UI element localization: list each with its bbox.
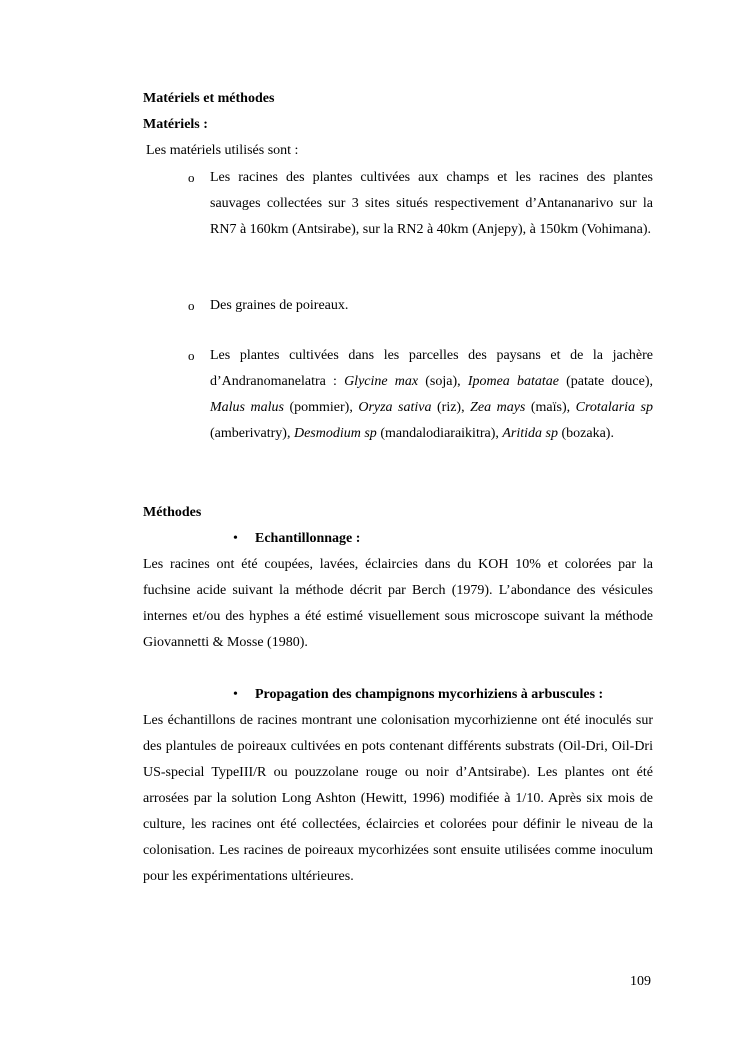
list-bullet-3: o bbox=[188, 348, 195, 363]
heading-methodes: Méthodes bbox=[143, 505, 202, 520]
material-item-3 bbox=[210, 343, 653, 447]
material-item-2 bbox=[210, 293, 653, 319]
plants-text-8: (mandalodiaraikitra), bbox=[376, 426, 503, 441]
section-bullet-2: • bbox=[233, 687, 238, 702]
species-ipomea-batatae: Ipomea batatae bbox=[467, 374, 559, 389]
list-bullet-1: o bbox=[188, 170, 195, 185]
plants-text-6: (maïs), bbox=[525, 400, 576, 415]
species-desmodium-sp: Desmodium sp bbox=[293, 426, 377, 441]
intro-materiels: Les matériels utilisés sont : bbox=[146, 143, 299, 158]
species-aritida-sp: Aritida sp bbox=[502, 426, 558, 441]
section-text-echantillonnage bbox=[143, 552, 653, 656]
species-malus-malus: Malus malus bbox=[210, 400, 284, 415]
species-crotalaria-sp: Crotalaria sp bbox=[575, 400, 653, 415]
heading-materiels: Matériels : bbox=[143, 117, 208, 132]
heading-materiels-et-methodes: Matériels et méthodes bbox=[143, 91, 275, 106]
section-bullet-1: • bbox=[233, 531, 238, 546]
section-text-propagation bbox=[143, 708, 653, 890]
material-item-text: Les racines des plantes cultivées aux champs et les racines des plantes sauvages collectées sur 3 sites situés respectivement d’Antananarivo sur la RN7 à 160km (Antsirabe), sur la RN2 à 40km (Anjepy), à 150km (Vohimana). bbox=[210, 170, 653, 237]
plants-text-3: (patate douce), bbox=[558, 374, 653, 389]
plants-text-1: Les plantes cultivées dans les parcelles des paysans et de la jachère d’Andranomanelatra : bbox=[210, 348, 653, 389]
list-bullet-2: o bbox=[188, 298, 195, 313]
plants-text-7: (amberivatry), bbox=[210, 426, 294, 441]
paragraph-text: Les échantillons de racines montrant une colonisation mycorhizienne ont été inoculés sur des plantules de poireaux cultivées en pots contenant différents substrats (Oil-Dri, Oil-Dri US-special TypeIII/R ou pouzzolane rouge ou noir d’Antsirabe). Les plantes ont été arrosées par la solution Long Ashton (Hewitt, 1996) modifiée à 1/10. Après six mois de culture, les racines ont été collectées, éclaircies et colorées pour définir le niveau de la colonisation. Les racines de poireaux mycorhizées sont ensuite utilisées comme inoculum pour les expérimentations ultérieures. bbox=[143, 713, 653, 884]
species-glycine-max: Glycine max bbox=[344, 374, 419, 389]
species-oryza-sativa: Oryza sativa bbox=[358, 400, 432, 415]
plants-text-5: (riz), bbox=[431, 400, 471, 415]
plants-text-4: (pommier), bbox=[283, 400, 359, 415]
species-zea-mays: Zea mays bbox=[470, 400, 526, 415]
paragraph-text: Les racines ont été coupées, lavées, éclaircies dans du KOH 10% et colorées par la fuchsine acide suivant la méthode décrit par Berch (1979). L’abondance des vésicules internes et/ou des hyphes a été estimé visuellement sous microscope suivant la méthode Giovannetti & Mosse (1980). bbox=[143, 557, 653, 650]
section-title-propagation: Propagation des champignons mycorhiziens à arbuscules : bbox=[255, 687, 604, 702]
material-item-1 bbox=[210, 165, 653, 243]
section-title-echantillonnage: Echantillonnage : bbox=[255, 531, 361, 546]
material-item-text: Des graines de poireaux. bbox=[210, 298, 349, 313]
page-number: 109 bbox=[630, 974, 651, 989]
plants-text-9: (bozaka). bbox=[558, 426, 614, 441]
plants-text-2: (soja), bbox=[418, 374, 468, 389]
